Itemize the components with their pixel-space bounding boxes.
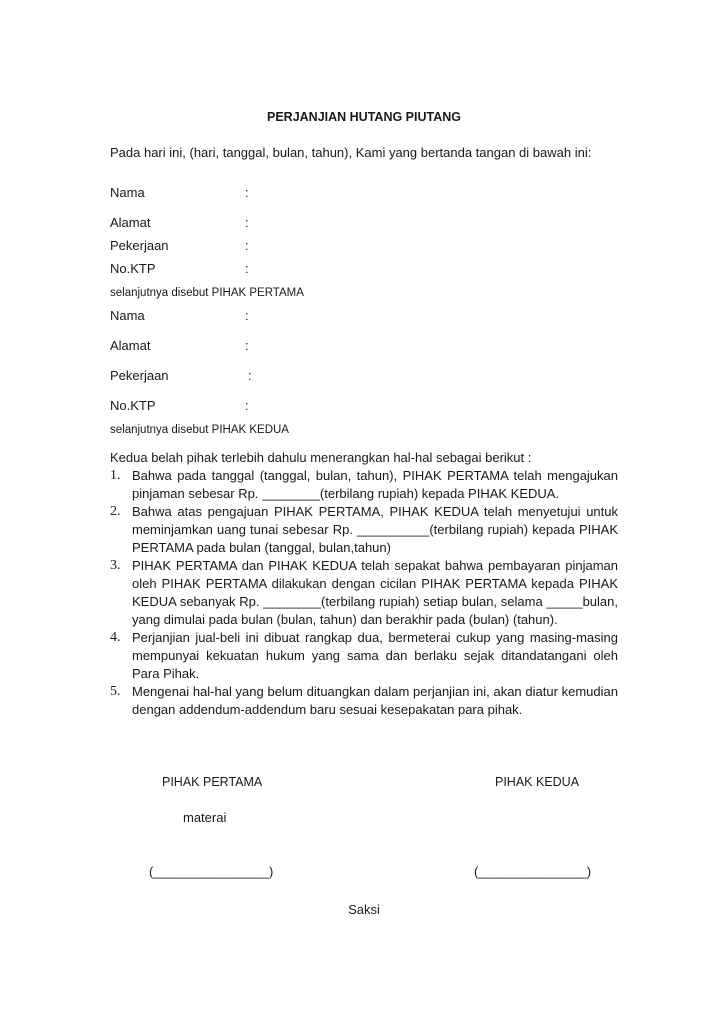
party2-field-pekerjaan bbox=[110, 367, 252, 385]
field-label: Pekerjaan bbox=[110, 368, 169, 383]
signature-line-first: (________________) bbox=[149, 864, 274, 879]
field-colon: : bbox=[245, 215, 249, 230]
field-colon: : bbox=[245, 398, 249, 413]
signature-label-first: PIHAK PERTAMA bbox=[162, 775, 263, 789]
clause-item bbox=[110, 503, 618, 557]
document-title: PERJANJIAN HUTANG PIUTANG bbox=[267, 110, 461, 124]
party2-designation: selanjutnya disebut PIHAK KEDUA bbox=[110, 424, 289, 436]
clause-number: 2. bbox=[110, 504, 121, 519]
field-label: Alamat bbox=[110, 215, 151, 230]
clause-item bbox=[110, 629, 618, 683]
clause-text: Mengenai hal-hal yang belum dituangkan dalam perjanjian ini, akan diatur kemudian dengan addendum-addendum baru sesuai kesepakatan para pihak. bbox=[132, 684, 618, 717]
party1-field-alamat bbox=[110, 214, 249, 232]
field-colon: : bbox=[245, 185, 249, 200]
field-colon: : bbox=[245, 308, 249, 323]
field-colon: : bbox=[245, 238, 249, 253]
clause-list bbox=[110, 467, 618, 719]
clause-text: PIHAK PERTAMA dan PIHAK KEDUA telah sepakat bahwa pembayaran pinjaman oleh PIHAK PERTAMA dilakukan dengan cicilan PIHAK PERTAMA kepada PIHAK KEDUA sebanyak Rp. ________(terbilang rupiah) setiap bulan, selama _____bulan, yang dimulai pada bulan (bulan, tahun) dan berakhir pada (bulan) (tahun). bbox=[132, 558, 618, 627]
intro-text: Pada hari ini, (hari, tanggal, bulan, tahun), Kami yang bertanda tangan di bawah ini: bbox=[110, 145, 592, 160]
party2-field-nama bbox=[110, 307, 249, 325]
clause-text: Bahwa pada tanggal (tanggal, bulan, tahun), PIHAK PERTAMA telah mengajukan pinjaman sebesar Rp. ________(terbilang rupiah) kepada PIHAK KEDUA. bbox=[132, 468, 618, 501]
clause-number: 5. bbox=[110, 684, 121, 699]
clauses-lead: Kedua belah pihak terlebih dahulu menerangkan hal-hal sebagai berikut : bbox=[110, 450, 532, 465]
clause-number: 3. bbox=[110, 558, 121, 573]
party1-field-pekerjaan bbox=[110, 237, 249, 255]
signature-line-second: (_______________) bbox=[474, 864, 592, 879]
field-label: Nama bbox=[110, 185, 145, 200]
field-label: Alamat bbox=[110, 338, 151, 353]
clause-text: Bahwa atas pengajuan PIHAK PERTAMA, PIHAK KEDUA telah menyetujui untuk meminjamkan uang tunai sebesar Rp. __________(terbilang rupiah) kepada PIHAK PERTAMA pada bulan (tanggal, bulan,tahun) bbox=[132, 504, 618, 555]
clause-text: Perjanjian jual-beli ini dibuat rangkap dua, bermeterai cukup yang masing-masing mempunyai kekuatan hukum yang sama dan berlaku sejak ditandatangani oleh Para Pihak. bbox=[132, 630, 618, 681]
clause-item bbox=[110, 467, 618, 503]
field-label: Nama bbox=[110, 308, 145, 323]
witness-label: Saksi bbox=[348, 902, 380, 917]
party1-field-nama bbox=[110, 184, 249, 202]
clause-item bbox=[110, 683, 618, 719]
stamp-label: materai bbox=[183, 810, 227, 825]
field-colon: : bbox=[248, 368, 252, 383]
clause-item bbox=[110, 557, 618, 629]
field-label: No.KTP bbox=[110, 261, 156, 276]
signature-label-second: PIHAK KEDUA bbox=[495, 775, 580, 789]
clause-number: 4. bbox=[110, 630, 121, 645]
field-colon: : bbox=[245, 261, 249, 276]
party1-designation: selanjutnya disebut PIHAK PERTAMA bbox=[110, 287, 304, 299]
field-colon: : bbox=[245, 338, 249, 353]
clause-number: 1. bbox=[110, 468, 121, 483]
party1-field-ktp bbox=[110, 260, 249, 278]
field-label: No.KTP bbox=[110, 398, 156, 413]
party2-field-ktp bbox=[110, 397, 249, 415]
field-label: Pekerjaan bbox=[110, 238, 169, 253]
party2-field-alamat bbox=[110, 337, 249, 355]
